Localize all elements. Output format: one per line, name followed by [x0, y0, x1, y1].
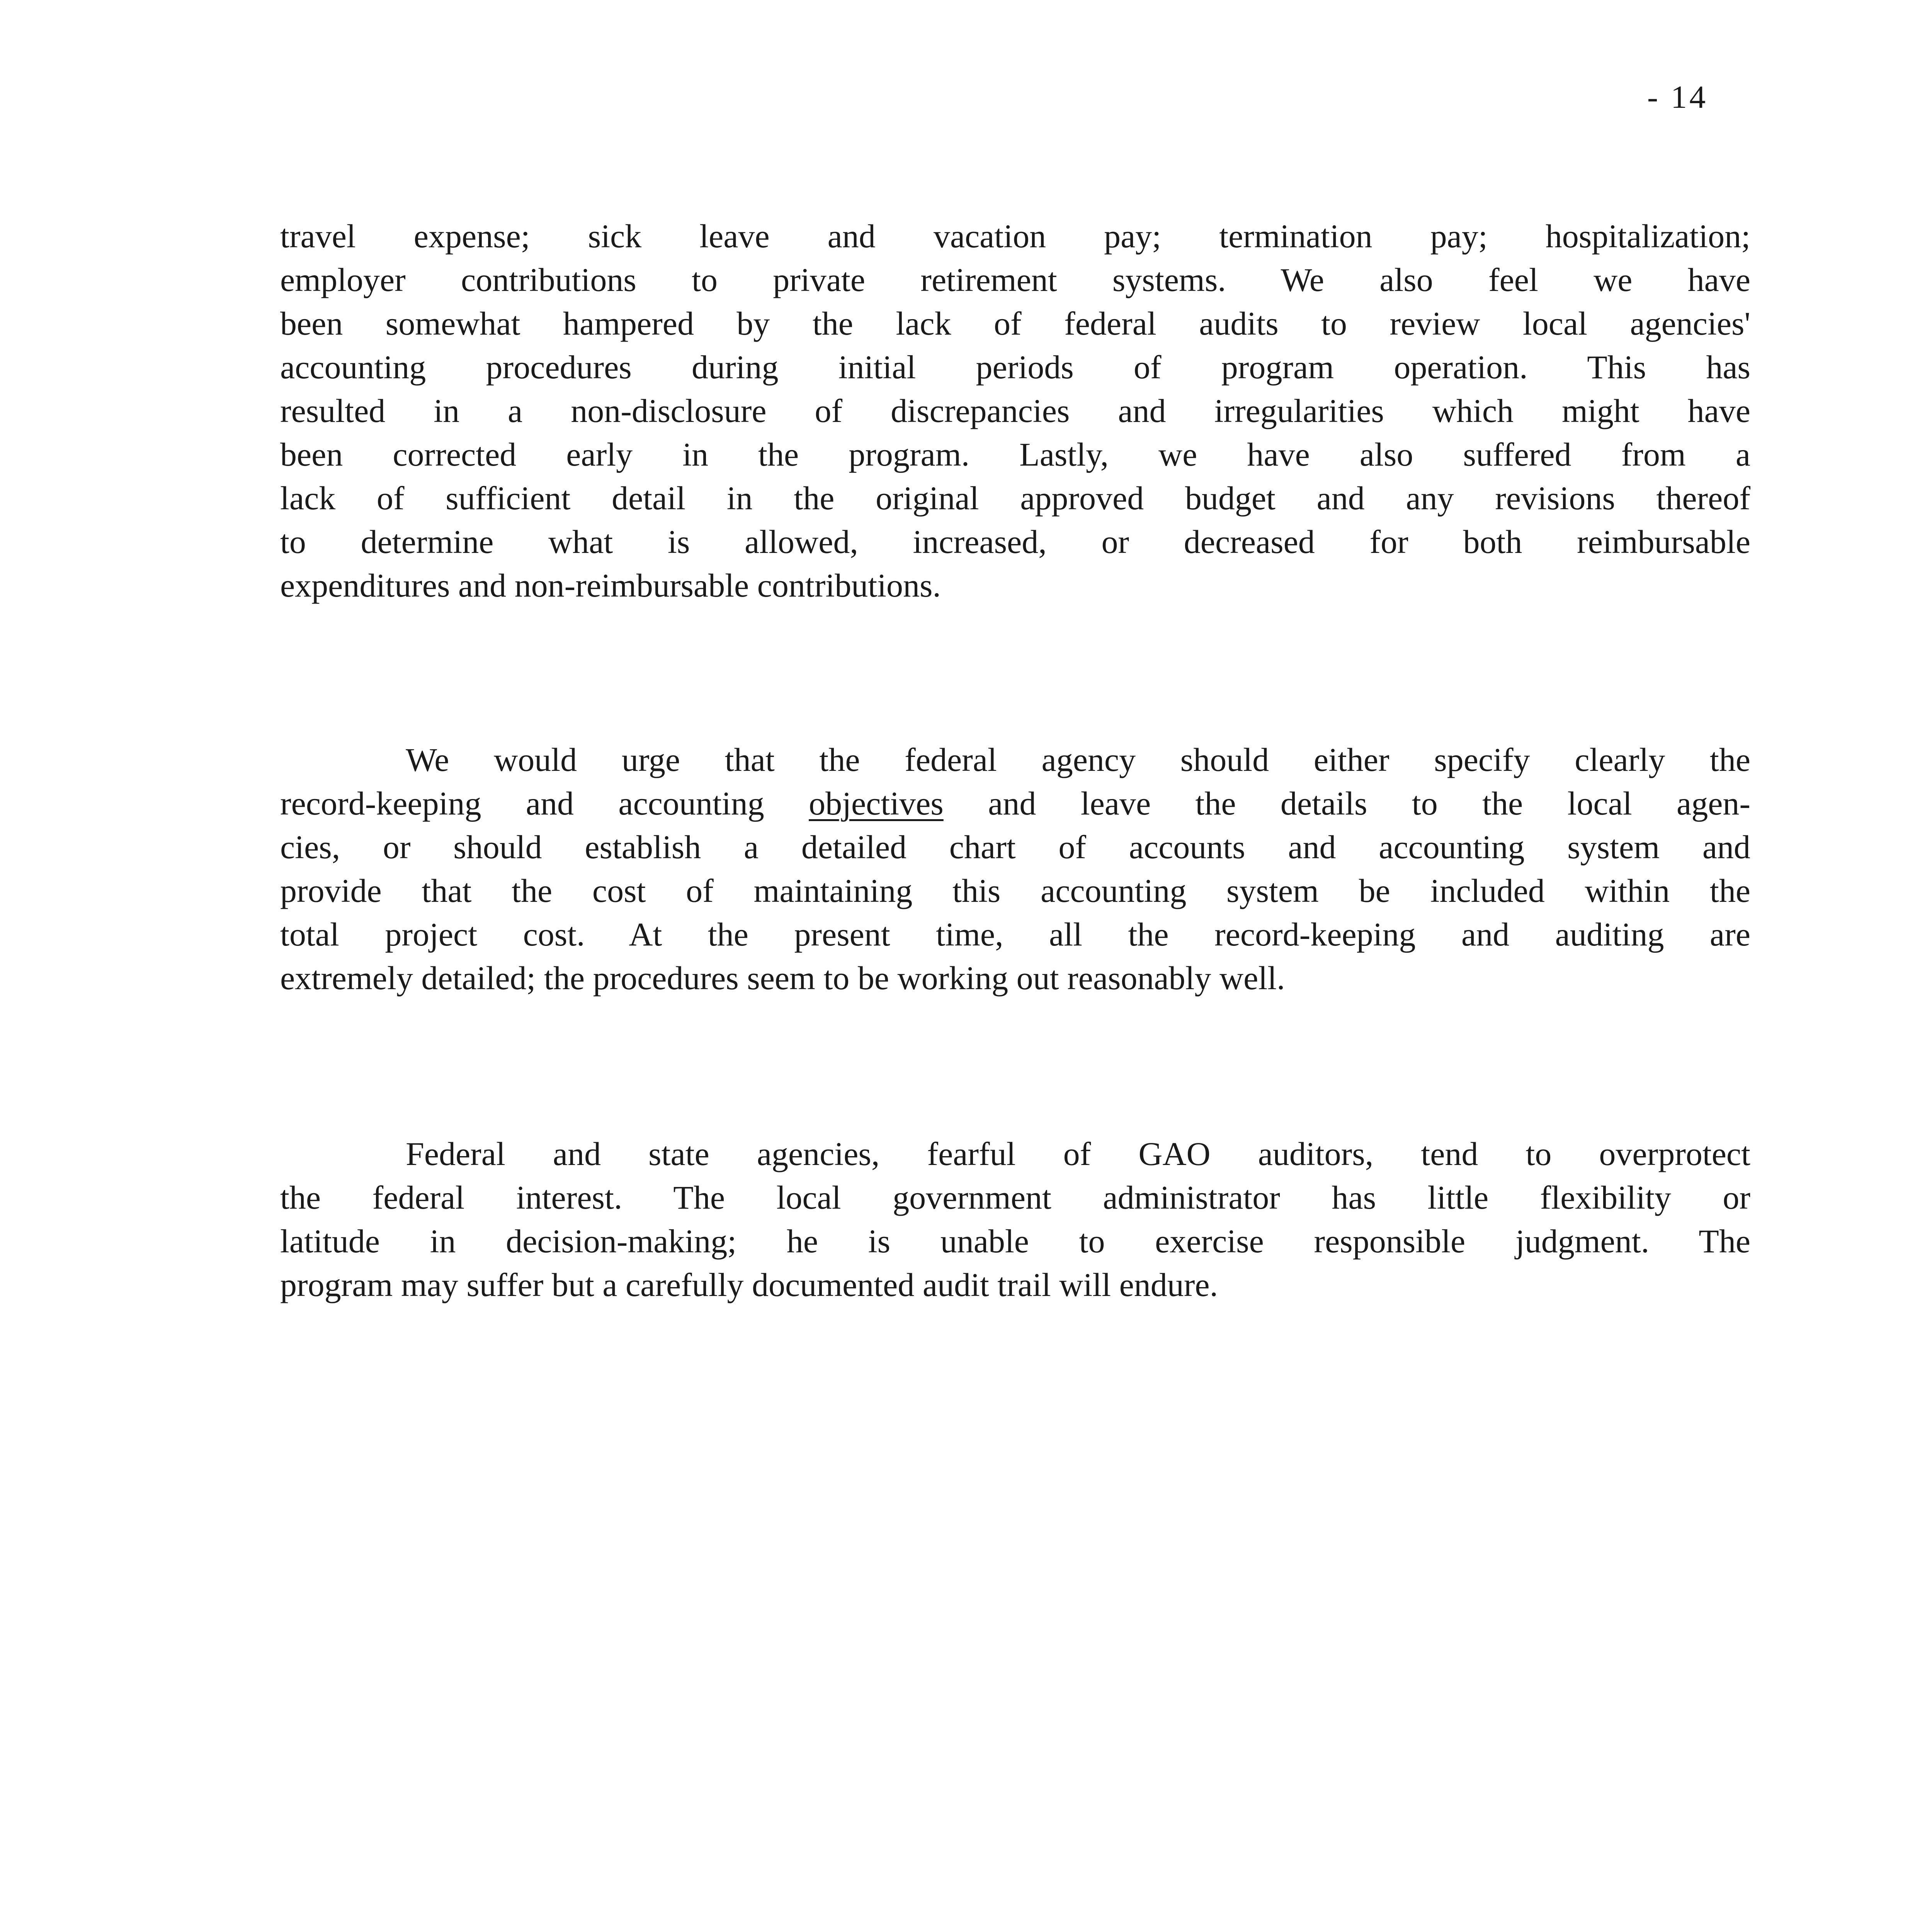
paragraph-line: program may suffer but a carefully documented audit trail will endure.	[280, 1266, 1218, 1303]
paragraph-line: travel expense; sick leave and vacation pay; termination pay; hospitalization;	[280, 218, 1750, 255]
paragraph-line: Federal and state agencies, fearful of GAO auditors, tend to overprotect	[406, 1135, 1750, 1172]
paragraph-line: employer contributions to private retirement systems. We also feel we have	[280, 261, 1750, 298]
paragraph-1	[280, 214, 1750, 607]
paragraph-line: resulted in a non-disclosure of discrepancies and irregularities which might have	[280, 392, 1750, 429]
paragraph-3	[280, 1132, 1750, 1307]
page-number: - 14	[1647, 79, 1708, 115]
paragraph-line: latitude in decision-making; he is unable to exercise responsible judgment. The	[280, 1223, 1750, 1260]
paragraph-line: provide that the cost of maintaining this accounting system be included within the	[280, 872, 1750, 909]
paragraph-line: total project cost. At the present time, all the record-keeping and auditing are	[280, 916, 1750, 953]
paragraph-line: to determine what is allowed, increased, or decreased for both reimbursable	[280, 523, 1750, 560]
paragraph-2	[280, 738, 1750, 1000]
paragraph-line: extremely detailed; the procedures seem to be working out reasonably well.	[280, 959, 1285, 997]
paragraph-line: accounting procedures during initial periods of program operation. This has	[280, 349, 1750, 386]
line-segment: and leave the details to the local agen-	[943, 785, 1751, 822]
paragraph-line: lack of sufficient detail in the original approved budget and any revisions thereof	[280, 480, 1750, 517]
underlined-word-objectives: objectives	[809, 785, 944, 822]
paragraph-line	[280, 782, 1750, 825]
line-segment: record-keeping and accounting	[280, 785, 809, 822]
paragraph-line: been corrected early in the program. Lastly, we have also suffered from a	[280, 436, 1750, 473]
paragraph-line: cies, or should establish a detailed chart of accounts and accounting system and	[280, 828, 1750, 866]
paragraph-line: expenditures and non-reimbursable contributions.	[280, 567, 941, 604]
paragraph-line: the federal interest. The local government administrator has little flexibility or	[280, 1179, 1750, 1216]
paragraph-line: been somewhat hampered by the lack of federal audits to review local agencies'	[280, 305, 1750, 342]
paragraph-line: We would urge that the federal agency should either specify clearly the	[406, 741, 1750, 778]
